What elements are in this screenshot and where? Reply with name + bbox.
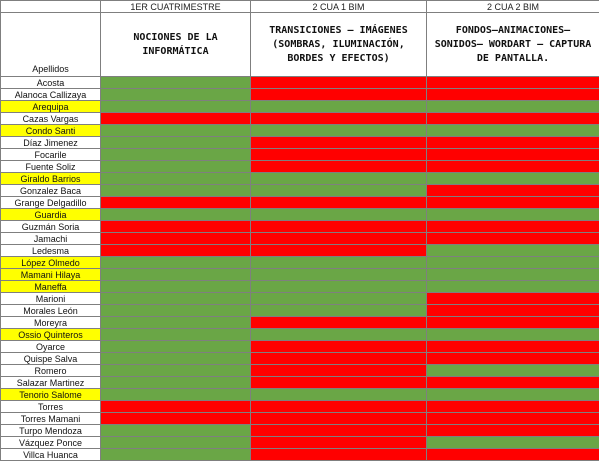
status-cell-red	[251, 413, 427, 425]
status-cell-green	[251, 185, 427, 197]
status-cell-green	[101, 437, 251, 449]
student-name-cell: Ledesma	[1, 245, 101, 257]
table-row	[1, 221, 599, 233]
status-cell-green	[251, 257, 427, 269]
status-cell-green	[101, 173, 251, 185]
student-name-cell: Acosta	[1, 77, 101, 89]
status-cell-green	[101, 125, 251, 137]
student-name-cell: Arequipa	[1, 101, 101, 113]
status-cell-green	[101, 425, 251, 437]
status-cell-red	[101, 401, 251, 413]
table-row	[1, 317, 599, 329]
status-cell-red	[251, 197, 427, 209]
status-cell-red	[427, 413, 599, 425]
table-row	[1, 353, 599, 365]
student-name-cell: López Olmedo	[1, 257, 101, 269]
student-name-cell: Romero	[1, 365, 101, 377]
status-cell-red	[427, 305, 599, 317]
status-cell-red	[101, 113, 251, 125]
status-cell-red	[427, 233, 599, 245]
status-cell-green	[101, 449, 251, 461]
student-name-cell: Morales León	[1, 305, 101, 317]
status-cell-green	[251, 125, 427, 137]
table-row	[1, 209, 599, 221]
status-cell-green	[251, 269, 427, 281]
student-name-cell: Focarile	[1, 149, 101, 161]
status-cell-green	[101, 77, 251, 89]
table-row	[1, 413, 599, 425]
status-cell-red	[251, 317, 427, 329]
topic-header: NOCIONES DE LA INFORMÁTICA	[101, 13, 251, 77]
table-row	[1, 449, 599, 461]
status-cell-red	[251, 89, 427, 101]
student-name-cell: Mamani Hilaya	[1, 269, 101, 281]
status-cell-green	[427, 125, 599, 137]
status-cell-green	[101, 377, 251, 389]
table-row	[1, 425, 599, 437]
status-cell-red	[427, 317, 599, 329]
period-header: 1ER CUATRIMESTRE	[101, 1, 251, 13]
table-row	[1, 245, 599, 257]
status-cell-red	[427, 77, 599, 89]
status-cell-green	[101, 269, 251, 281]
status-cell-green	[101, 137, 251, 149]
status-cell-red	[427, 161, 599, 173]
student-name-cell: Giraldo Barrios	[1, 173, 101, 185]
student-name-cell: Fuente Soliz	[1, 161, 101, 173]
table-row	[1, 101, 599, 113]
status-cell-red	[427, 401, 599, 413]
status-cell-red	[251, 353, 427, 365]
status-cell-red	[251, 425, 427, 437]
status-cell-green	[251, 389, 427, 401]
student-name-cell: Marioni	[1, 293, 101, 305]
student-name-cell: Oyarce	[1, 341, 101, 353]
table-row	[1, 341, 599, 353]
status-cell-green	[427, 209, 599, 221]
period-header-row	[1, 1, 599, 13]
period-header: 2 CUA 1 BIM	[251, 1, 427, 13]
student-name-cell: Salazar Martinez	[1, 377, 101, 389]
status-cell-green	[251, 281, 427, 293]
period-header: 2 CUA 2 BIM	[427, 1, 599, 13]
status-cell-green	[427, 365, 599, 377]
corner-cell	[1, 1, 101, 13]
student-name-cell: Jamachi	[1, 233, 101, 245]
table-row	[1, 437, 599, 449]
student-name-cell: Tenorio Salome	[1, 389, 101, 401]
student-name-cell: Guardia	[1, 209, 101, 221]
student-name-cell: Torres	[1, 401, 101, 413]
status-cell-green	[101, 149, 251, 161]
table-row	[1, 233, 599, 245]
table-row	[1, 185, 599, 197]
student-name-cell: Díaz Jimenez	[1, 137, 101, 149]
status-cell-green	[427, 173, 599, 185]
table-row	[1, 77, 599, 89]
student-name-cell: Quispe Salva	[1, 353, 101, 365]
table-row	[1, 197, 599, 209]
student-name-cell: Guzmán Soria	[1, 221, 101, 233]
status-cell-green	[101, 329, 251, 341]
table-row	[1, 269, 599, 281]
topic-header: FONDOS–ANIMACIONES–SONIDOS– WORDART – CAPTURA DE PANTALLA.	[427, 13, 599, 77]
status-cell-green	[427, 101, 599, 113]
status-cell-red	[427, 113, 599, 125]
table-row	[1, 113, 599, 125]
status-cell-red	[251, 377, 427, 389]
status-cell-red	[427, 137, 599, 149]
status-cell-red	[427, 149, 599, 161]
status-cell-green	[427, 269, 599, 281]
table-row	[1, 137, 599, 149]
status-cell-green	[251, 173, 427, 185]
status-cell-red	[251, 113, 427, 125]
table-row	[1, 389, 599, 401]
status-cell-red	[427, 377, 599, 389]
student-name-cell: Maneffa	[1, 281, 101, 293]
status-cell-red	[427, 185, 599, 197]
status-cell-red	[251, 149, 427, 161]
status-cell-red	[427, 89, 599, 101]
student-name-cell: Vázquez Ponce	[1, 437, 101, 449]
student-name-cell: Cazas Vargas	[1, 113, 101, 125]
status-cell-red	[251, 221, 427, 233]
status-cell-red	[251, 341, 427, 353]
status-cell-green	[251, 101, 427, 113]
table-row	[1, 377, 599, 389]
status-cell-red	[251, 245, 427, 257]
status-cell-red	[101, 245, 251, 257]
topic-header: TRANSICIONES – IMÁGENES (SOMBRAS, ILUMINACIÓN, BORDES Y EFECTOS)	[251, 13, 427, 77]
status-cell-green	[251, 293, 427, 305]
student-name-cell: Grange Delgadillo	[1, 197, 101, 209]
student-name-cell: Condo Santi	[1, 125, 101, 137]
status-cell-green	[251, 329, 427, 341]
table-row	[1, 257, 599, 269]
student-name-cell: Torres Mamani	[1, 413, 101, 425]
table-row	[1, 161, 599, 173]
status-cell-red	[101, 221, 251, 233]
status-cell-green	[101, 281, 251, 293]
status-cell-red	[251, 401, 427, 413]
status-cell-green	[101, 161, 251, 173]
status-cell-red	[427, 221, 599, 233]
status-cell-green	[427, 245, 599, 257]
status-cell-green	[101, 365, 251, 377]
student-name-cell: Villca Huanca	[1, 449, 101, 461]
status-cell-green	[101, 101, 251, 113]
table-row	[1, 125, 599, 137]
table-row	[1, 281, 599, 293]
status-cell-red	[101, 197, 251, 209]
student-name-cell: Moreyra	[1, 317, 101, 329]
table-row	[1, 173, 599, 185]
status-cell-red	[251, 449, 427, 461]
status-cell-green	[101, 257, 251, 269]
status-cell-green	[427, 257, 599, 269]
table-row	[1, 365, 599, 377]
table-row	[1, 293, 599, 305]
status-cell-red	[251, 437, 427, 449]
status-cell-red	[251, 161, 427, 173]
status-cell-green	[101, 353, 251, 365]
student-name-cell: Ossio Quinteros	[1, 329, 101, 341]
student-name-cell: Alanoca Callizaya	[1, 89, 101, 101]
table-row	[1, 149, 599, 161]
table-row	[1, 89, 599, 101]
status-cell-green	[251, 209, 427, 221]
status-cell-green	[427, 281, 599, 293]
status-cell-red	[427, 353, 599, 365]
topic-header-row	[1, 13, 599, 77]
status-cell-green	[101, 305, 251, 317]
status-cell-red	[251, 233, 427, 245]
status-cell-green	[101, 209, 251, 221]
status-cell-red	[427, 449, 599, 461]
student-name-cell: Gonzalez Baca	[1, 185, 101, 197]
table-row	[1, 401, 599, 413]
status-cell-green	[101, 293, 251, 305]
status-cell-green	[427, 329, 599, 341]
status-cell-red	[101, 413, 251, 425]
status-cell-red	[251, 137, 427, 149]
status-cell-red	[427, 197, 599, 209]
status-cell-green	[427, 389, 599, 401]
table-row	[1, 305, 599, 317]
status-cell-red	[251, 365, 427, 377]
status-cell-green	[101, 317, 251, 329]
status-cell-red	[251, 77, 427, 89]
status-cell-green	[101, 185, 251, 197]
table-row	[1, 329, 599, 341]
student-name-cell: Turpo Mendoza	[1, 425, 101, 437]
status-cell-green	[251, 305, 427, 317]
status-cell-green	[427, 437, 599, 449]
status-cell-red	[427, 341, 599, 353]
status-cell-green	[101, 89, 251, 101]
status-cell-red	[427, 293, 599, 305]
status-cell-red	[427, 425, 599, 437]
status-cell-red	[101, 233, 251, 245]
status-cell-green	[101, 341, 251, 353]
column-header-apellidos: Apellidos	[1, 13, 101, 77]
status-cell-green	[101, 389, 251, 401]
